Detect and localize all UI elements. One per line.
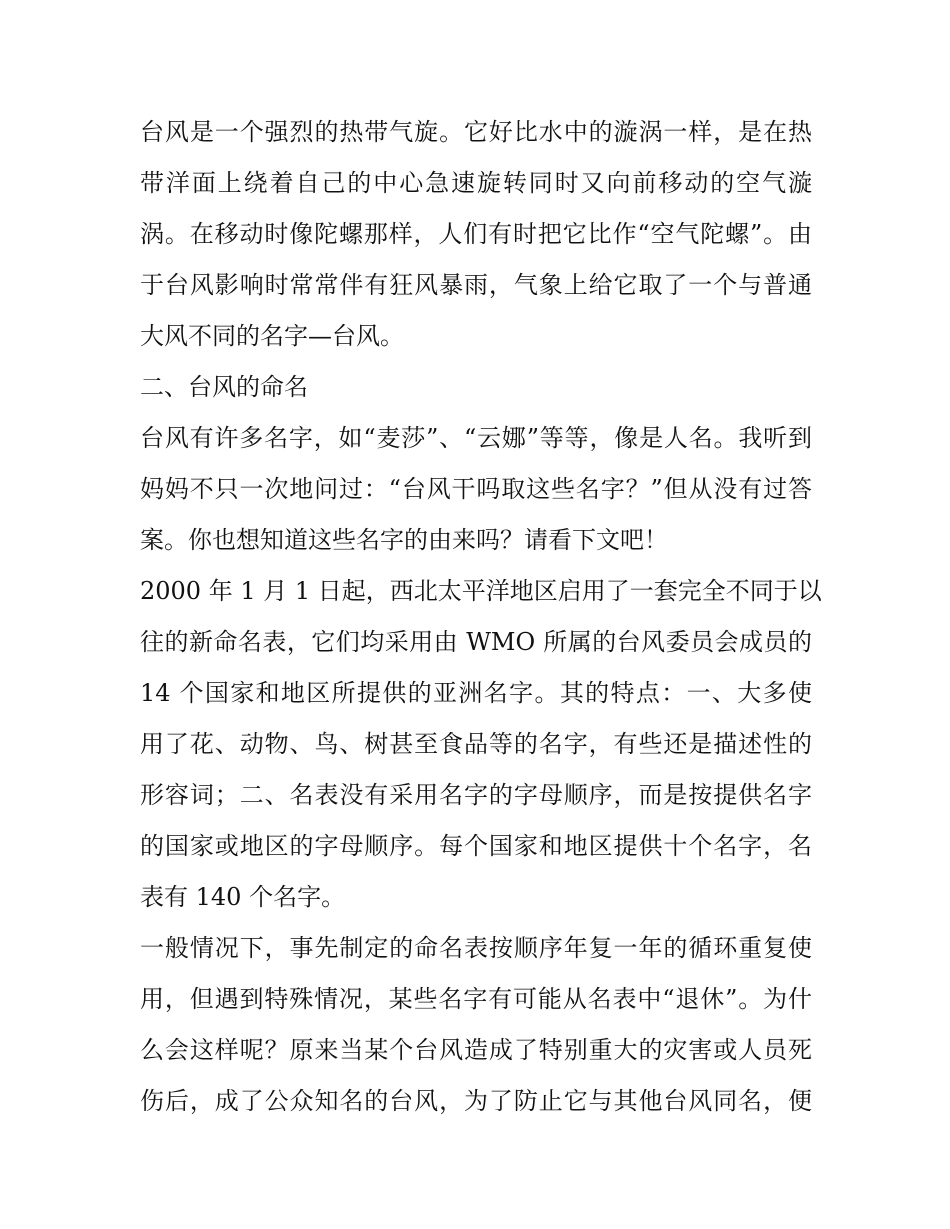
text-line: 表有 140 个名字。	[140, 883, 346, 911]
text-line: 用了花、动物、鸟、树甚至食品等的名字，有些还是描述性的	[140, 730, 812, 758]
text-line: 于台风影响时常常伴有狂风暴雨，气象上给它取了一个与普通	[140, 271, 812, 299]
text-line: 的国家或地区的字母顺序。每个国家和地区提供十个名字，名	[140, 832, 812, 860]
text-line: 台风有许多名字，如“麦莎”、“云娜”等等，像是人名。我听到	[140, 424, 812, 452]
text-line: 2000 年 1 月 1 日起，西北太平洋地区启用了一套完全不同于以	[140, 577, 822, 605]
text-line: 伤后，成了公众知名的台风，为了防止它与其他台风同名，便	[140, 1087, 812, 1115]
text-line: 用，但遇到特殊情况，某些名字有可能从名表中“退休”。为什	[140, 985, 812, 1013]
text-line: 大风不同的名字—台风。	[140, 322, 404, 350]
text-line: 形容词；二、名表没有采用名字的字母顺序，而是按提供名字	[140, 781, 812, 809]
text-line: 案。你也想知道这些名字的由来吗？请看下文吧！	[140, 526, 668, 554]
text-line: 往的新命名表，它们均采用由 WMO 所属的台风委员会成员的	[140, 628, 812, 656]
text-line: 涡。在移动时像陀螺那样，人们有时把它比作“空气陀螺”。由	[140, 220, 812, 248]
document-body	[140, 107, 822, 1127]
text-line: 二、台风的命名	[140, 373, 308, 401]
text-line: 台风是一个强烈的热带气旋。它好比水中的漩涡一样，是在热	[140, 118, 812, 146]
text-line: 一般情况下，事先制定的命名表按顺序年复一年的循环重复使	[140, 934, 812, 962]
text-line: 么会这样呢？原来当某个台风造成了特别重大的灾害或人员死	[140, 1036, 812, 1064]
text-line: 带洋面上绕着自己的中心急速旋转同时又向前移动的空气漩	[140, 169, 812, 197]
text-line: 妈妈不只一次地问过：“台风干吗取这些名字？”但从没有过答	[140, 475, 812, 503]
text-line: 14 个国家和地区所提供的亚洲名字。其的特点：一、大多使	[140, 679, 812, 707]
